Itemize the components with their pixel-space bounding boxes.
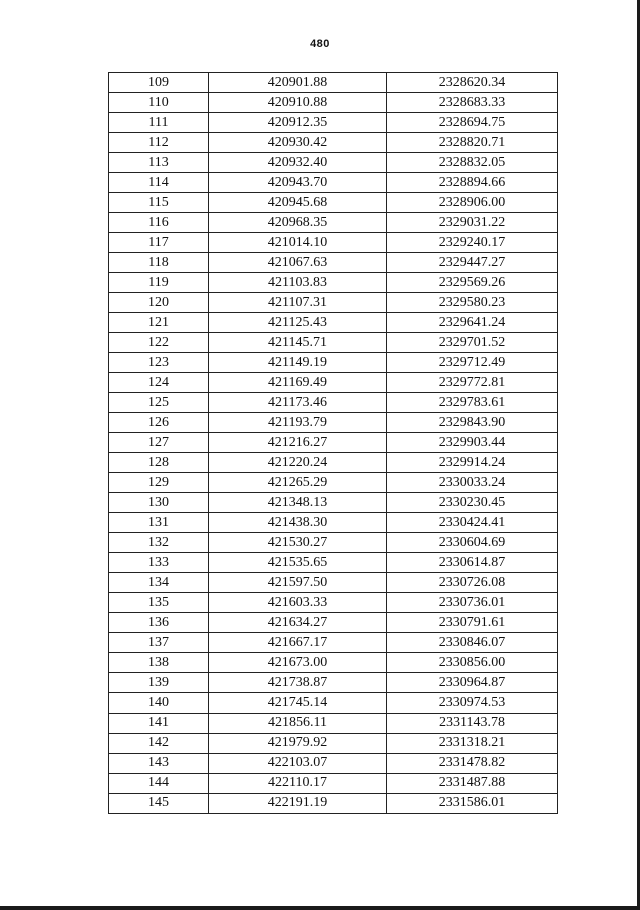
point-number-cell: 127 [109,433,209,453]
x-coordinate-cell: 421634.27 [209,613,387,633]
table-row [109,753,558,773]
table-row [109,553,558,573]
y-coordinate-cell: 2330726.08 [387,573,558,593]
table-row [109,533,558,553]
x-coordinate-cell: 421149.19 [209,353,387,373]
point-number-cell: 115 [109,193,209,213]
y-coordinate-cell: 2328906.00 [387,193,558,213]
x-coordinate-cell: 422191.19 [209,793,387,813]
x-coordinate-cell: 420912.35 [209,113,387,133]
table-row [109,593,558,613]
y-coordinate-cell: 2328820.71 [387,133,558,153]
table-row [109,473,558,493]
y-coordinate-cell: 2331318.21 [387,733,558,753]
y-coordinate-cell: 2329580.23 [387,293,558,313]
point-number-cell: 126 [109,413,209,433]
y-coordinate-cell: 2328620.34 [387,73,558,93]
x-coordinate-cell: 420943.70 [209,173,387,193]
x-coordinate-cell: 421856.11 [209,713,387,733]
point-number-cell: 123 [109,353,209,373]
y-coordinate-cell: 2331143.78 [387,713,558,733]
point-number-cell: 136 [109,613,209,633]
point-number-cell: 128 [109,453,209,473]
table-row [109,633,558,653]
point-number-cell: 124 [109,373,209,393]
y-coordinate-cell: 2328832.05 [387,153,558,173]
y-coordinate-cell: 2329240.17 [387,233,558,253]
point-number-cell: 120 [109,293,209,313]
point-number-cell: 133 [109,553,209,573]
x-coordinate-cell: 421265.29 [209,473,387,493]
y-coordinate-cell: 2329712.49 [387,353,558,373]
point-number-cell: 119 [109,273,209,293]
x-coordinate-cell: 421979.92 [209,733,387,753]
y-coordinate-cell: 2329772.81 [387,373,558,393]
y-coordinate-cell: 2330856.00 [387,653,558,673]
x-coordinate-cell: 421673.00 [209,653,387,673]
point-number-cell: 143 [109,753,209,773]
table-row [109,373,558,393]
x-coordinate-cell: 421667.17 [209,633,387,653]
table-row [109,773,558,793]
table-row [109,693,558,713]
point-number-cell: 141 [109,713,209,733]
y-coordinate-cell: 2329031.22 [387,213,558,233]
x-coordinate-cell: 422103.07 [209,753,387,773]
x-coordinate-cell: 421530.27 [209,533,387,553]
point-number-cell: 110 [109,93,209,113]
x-coordinate-cell: 421535.65 [209,553,387,573]
x-coordinate-cell: 421169.49 [209,373,387,393]
point-number-cell: 139 [109,673,209,693]
point-number-cell: 109 [109,73,209,93]
y-coordinate-cell: 2330614.87 [387,553,558,573]
point-number-cell: 117 [109,233,209,253]
table-row [109,193,558,213]
y-coordinate-cell: 2328694.75 [387,113,558,133]
table-row [109,173,558,193]
table-row [109,733,558,753]
table-row [109,353,558,373]
x-coordinate-cell: 420910.88 [209,93,387,113]
table-row [109,653,558,673]
table-row [109,253,558,273]
y-coordinate-cell: 2329843.90 [387,413,558,433]
x-coordinate-cell: 421348.13 [209,493,387,513]
table-row [109,613,558,633]
point-number-cell: 118 [109,253,209,273]
table-row [109,393,558,413]
x-coordinate-cell: 421603.33 [209,593,387,613]
y-coordinate-cell: 2331478.82 [387,753,558,773]
x-coordinate-cell: 420968.35 [209,213,387,233]
table-row [109,73,558,93]
point-number-cell: 116 [109,213,209,233]
table-row [109,293,558,313]
table-row [109,413,558,433]
x-coordinate-cell: 420901.88 [209,73,387,93]
x-coordinate-cell: 421173.46 [209,393,387,413]
x-coordinate-cell: 420945.68 [209,193,387,213]
point-number-cell: 125 [109,393,209,413]
y-coordinate-cell: 2329641.24 [387,313,558,333]
point-number-cell: 121 [109,313,209,333]
table-row [109,453,558,473]
x-coordinate-cell: 422110.17 [209,773,387,793]
y-coordinate-cell: 2330791.61 [387,613,558,633]
x-coordinate-cell: 421014.10 [209,233,387,253]
table-row [109,213,558,233]
point-number-cell: 142 [109,733,209,753]
point-number-cell: 140 [109,693,209,713]
y-coordinate-cell: 2331586.01 [387,793,558,813]
x-coordinate-cell: 421745.14 [209,693,387,713]
point-number-cell: 134 [109,573,209,593]
y-coordinate-cell: 2329914.24 [387,453,558,473]
point-number-cell: 145 [109,793,209,813]
point-number-cell: 144 [109,773,209,793]
y-coordinate-cell: 2330604.69 [387,533,558,553]
point-number-cell: 122 [109,333,209,353]
x-coordinate-cell: 421125.43 [209,313,387,333]
table-row [109,133,558,153]
table-row [109,93,558,113]
x-coordinate-cell: 421438.30 [209,513,387,533]
y-coordinate-cell: 2329903.44 [387,433,558,453]
coordinate-table [108,72,558,814]
y-coordinate-cell: 2329701.52 [387,333,558,353]
y-coordinate-cell: 2330846.07 [387,633,558,653]
table-row [109,233,558,253]
table-row [109,513,558,533]
point-number-cell: 129 [109,473,209,493]
table-row [109,493,558,513]
point-number-cell: 135 [109,593,209,613]
table-row [109,793,558,813]
x-coordinate-cell: 421103.83 [209,273,387,293]
y-coordinate-cell: 2330974.53 [387,693,558,713]
table-row [109,433,558,453]
point-number-cell: 114 [109,173,209,193]
x-coordinate-cell: 421193.79 [209,413,387,433]
y-coordinate-cell: 2330964.87 [387,673,558,693]
y-coordinate-cell: 2330230.45 [387,493,558,513]
coordinate-table-body [109,73,558,814]
point-number-cell: 137 [109,633,209,653]
x-coordinate-cell: 421067.63 [209,253,387,273]
x-coordinate-cell: 421216.27 [209,433,387,453]
x-coordinate-cell: 421220.24 [209,453,387,473]
table-row [109,313,558,333]
page-edge-bottom [0,906,640,910]
y-coordinate-cell: 2329783.61 [387,393,558,413]
point-number-cell: 130 [109,493,209,513]
y-coordinate-cell: 2330736.01 [387,593,558,613]
point-number-cell: 131 [109,513,209,533]
x-coordinate-cell: 420932.40 [209,153,387,173]
point-number-cell: 113 [109,153,209,173]
table-row [109,713,558,733]
x-coordinate-cell: 421597.50 [209,573,387,593]
y-coordinate-cell: 2329447.27 [387,253,558,273]
table-row [109,113,558,133]
y-coordinate-cell: 2329569.26 [387,273,558,293]
y-coordinate-cell: 2328683.33 [387,93,558,113]
table-row [109,273,558,293]
point-number-cell: 132 [109,533,209,553]
point-number-cell: 138 [109,653,209,673]
y-coordinate-cell: 2331487.88 [387,773,558,793]
table-row [109,333,558,353]
y-coordinate-cell: 2328894.66 [387,173,558,193]
x-coordinate-cell: 421145.71 [209,333,387,353]
x-coordinate-cell: 421107.31 [209,293,387,313]
page-number: 480 [310,38,330,50]
x-coordinate-cell: 420930.42 [209,133,387,153]
point-number-cell: 111 [109,113,209,133]
point-number-cell: 112 [109,133,209,153]
y-coordinate-cell: 2330033.24 [387,473,558,493]
y-coordinate-cell: 2330424.41 [387,513,558,533]
table-row [109,573,558,593]
table-row [109,153,558,173]
x-coordinate-cell: 421738.87 [209,673,387,693]
table-row [109,673,558,693]
